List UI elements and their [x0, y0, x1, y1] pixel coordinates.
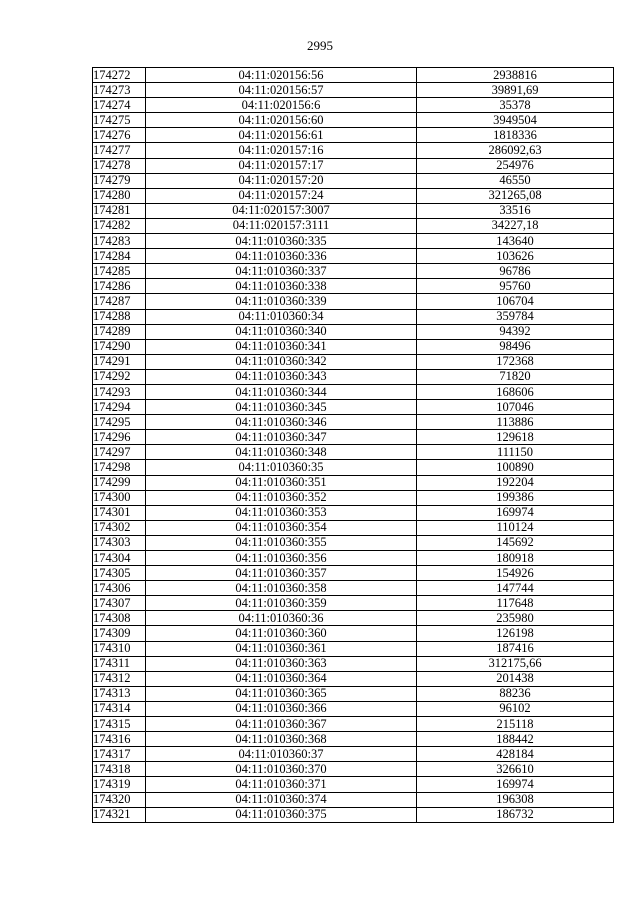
cadastral-value-cell: 107046 — [417, 400, 614, 415]
cadastral-number-cell: 04:11:010360:346 — [146, 415, 417, 430]
cadastral-number-cell: 04:11:010360:344 — [146, 384, 417, 399]
table-row — [93, 701, 614, 716]
table-row — [93, 762, 614, 777]
cadastral-number-cell: 04:11:010360:354 — [146, 520, 417, 535]
row-number-cell: 174294 — [93, 400, 146, 415]
cadastral-number-cell: 04:11:010360:347 — [146, 430, 417, 445]
cadastral-value-cell: 34227,18 — [417, 218, 614, 233]
cadastral-value-cell: 94392 — [417, 324, 614, 339]
cadastral-number-cell: 04:11:010360:348 — [146, 445, 417, 460]
table-row — [93, 505, 614, 520]
cadastral-number-cell: 04:11:010360:36 — [146, 611, 417, 626]
cadastral-value-cell: 1818336 — [417, 128, 614, 143]
cadastral-number-cell: 04:11:020156:57 — [146, 83, 417, 98]
row-number-cell: 174286 — [93, 279, 146, 294]
table-row — [93, 400, 614, 415]
table-row — [93, 430, 614, 445]
cadastral-number-cell: 04:11:010360:360 — [146, 626, 417, 641]
cadastral-value-cell: 145692 — [417, 535, 614, 550]
cadastral-value-cell: 186732 — [417, 807, 614, 822]
row-number-cell: 174296 — [93, 430, 146, 445]
cadastral-number-cell: 04:11:020157:16 — [146, 143, 417, 158]
table-row — [93, 717, 614, 732]
cadastral-value-cell: 143640 — [417, 234, 614, 249]
table-row — [93, 113, 614, 128]
row-number-cell: 174304 — [93, 551, 146, 566]
table-row — [93, 309, 614, 324]
cadastral-number-cell: 04:11:020156:6 — [146, 98, 417, 113]
row-number-cell: 174277 — [93, 143, 146, 158]
cadastral-number-cell: 04:11:010360:357 — [146, 566, 417, 581]
cadastral-number-cell: 04:11:010360:366 — [146, 701, 417, 716]
table-row — [93, 264, 614, 279]
row-number-cell: 174308 — [93, 611, 146, 626]
cadastral-number-cell: 04:11:010360:35 — [146, 460, 417, 475]
cadastral-value-cell: 199386 — [417, 490, 614, 505]
table-row — [93, 732, 614, 747]
cadastral-number-cell: 04:11:010360:342 — [146, 354, 417, 369]
cadastral-value-cell: 35378 — [417, 98, 614, 113]
cadastral-value-cell: 147744 — [417, 581, 614, 596]
table-row — [93, 686, 614, 701]
row-number-cell: 174321 — [93, 807, 146, 822]
table-row — [93, 460, 614, 475]
cadastral-value-cell: 172368 — [417, 354, 614, 369]
cadastral-number-cell: 04:11:020157:24 — [146, 188, 417, 203]
row-number-cell: 174288 — [93, 309, 146, 324]
table-row — [93, 777, 614, 792]
row-number-cell: 174287 — [93, 294, 146, 309]
cadastral-value-cell: 359784 — [417, 309, 614, 324]
cadastral-value-cell: 2938816 — [417, 68, 614, 83]
table-row — [93, 173, 614, 188]
cadastral-value-cell: 169974 — [417, 777, 614, 792]
row-number-cell: 174293 — [93, 384, 146, 399]
table-row — [93, 445, 614, 460]
table-row — [93, 354, 614, 369]
cadastral-number-cell: 04:11:020156:56 — [146, 68, 417, 83]
cadastral-value-cell: 3949504 — [417, 113, 614, 128]
row-number-cell: 174274 — [93, 98, 146, 113]
table-row — [93, 249, 614, 264]
table-row — [93, 83, 614, 98]
row-number-cell: 174289 — [93, 324, 146, 339]
cadastral-number-cell: 04:11:010360:361 — [146, 641, 417, 656]
cadastral-value-cell: 39891,69 — [417, 83, 614, 98]
row-number-cell: 174309 — [93, 626, 146, 641]
table-row — [93, 520, 614, 535]
table-row — [93, 747, 614, 762]
row-number-cell: 174278 — [93, 158, 146, 173]
table-row — [93, 490, 614, 505]
row-number-cell: 174272 — [93, 68, 146, 83]
row-number-cell: 174315 — [93, 717, 146, 732]
cadastral-value-table — [92, 67, 614, 823]
cadastral-value-cell: 180918 — [417, 551, 614, 566]
table-row — [93, 188, 614, 203]
cadastral-value-cell: 100890 — [417, 460, 614, 475]
table-row — [93, 566, 614, 581]
row-number-cell: 174290 — [93, 339, 146, 354]
table-row — [93, 671, 614, 686]
row-number-cell: 174314 — [93, 701, 146, 716]
row-number-cell: 174298 — [93, 460, 146, 475]
cadastral-number-cell: 04:11:010360:363 — [146, 656, 417, 671]
cadastral-number-cell: 04:11:010360:337 — [146, 264, 417, 279]
cadastral-number-cell: 04:11:020157:3111 — [146, 218, 417, 233]
cadastral-value-cell: 129618 — [417, 430, 614, 445]
cadastral-value-cell: 321265,08 — [417, 188, 614, 203]
cadastral-value-cell: 88236 — [417, 686, 614, 701]
cadastral-value-cell: 126198 — [417, 626, 614, 641]
cadastral-value-cell: 106704 — [417, 294, 614, 309]
cadastral-number-cell: 04:11:010360:368 — [146, 732, 417, 747]
row-number-cell: 174295 — [93, 415, 146, 430]
cadastral-value-cell: 169974 — [417, 505, 614, 520]
cadastral-value-cell: 96786 — [417, 264, 614, 279]
table-row — [93, 294, 614, 309]
table-row — [93, 369, 614, 384]
cadastral-value-cell: 117648 — [417, 596, 614, 611]
row-number-cell: 174317 — [93, 747, 146, 762]
cadastral-number-cell: 04:11:010360:375 — [146, 807, 417, 822]
cadastral-value-cell: 192204 — [417, 475, 614, 490]
row-number-cell: 174318 — [93, 762, 146, 777]
cadastral-number-cell: 04:11:020157:3007 — [146, 203, 417, 218]
row-number-cell: 174276 — [93, 128, 146, 143]
row-number-cell: 174312 — [93, 671, 146, 686]
cadastral-value-cell: 113886 — [417, 415, 614, 430]
row-number-cell: 174292 — [93, 369, 146, 384]
cadastral-value-cell: 98496 — [417, 339, 614, 354]
cadastral-number-cell: 04:11:010360:341 — [146, 339, 417, 354]
row-number-cell: 174273 — [93, 83, 146, 98]
cadastral-value-cell: 201438 — [417, 671, 614, 686]
table-row — [93, 128, 614, 143]
cadastral-number-cell: 04:11:010360:345 — [146, 400, 417, 415]
cadastral-number-cell: 04:11:010360:34 — [146, 309, 417, 324]
row-number-cell: 174284 — [93, 249, 146, 264]
table-row — [93, 68, 614, 83]
row-number-cell: 174320 — [93, 792, 146, 807]
row-number-cell: 174299 — [93, 475, 146, 490]
cadastral-value-cell: 111150 — [417, 445, 614, 460]
table-row — [93, 339, 614, 354]
cadastral-value-cell: 187416 — [417, 641, 614, 656]
table-row — [93, 551, 614, 566]
row-number-cell: 174285 — [93, 264, 146, 279]
row-number-cell: 174302 — [93, 520, 146, 535]
table-body — [93, 68, 614, 823]
table-row — [93, 218, 614, 233]
cadastral-number-cell: 04:11:010360:352 — [146, 490, 417, 505]
row-number-cell: 174303 — [93, 535, 146, 550]
table-row — [93, 415, 614, 430]
row-number-cell: 174281 — [93, 203, 146, 218]
table-row — [93, 324, 614, 339]
cadastral-value-cell: 96102 — [417, 701, 614, 716]
table-row — [93, 596, 614, 611]
cadastral-number-cell: 04:11:010360:374 — [146, 792, 417, 807]
table-row — [93, 279, 614, 294]
table-row — [93, 581, 614, 596]
cadastral-value-cell: 46550 — [417, 173, 614, 188]
cadastral-number-cell: 04:11:010360:358 — [146, 581, 417, 596]
cadastral-number-cell: 04:11:020157:20 — [146, 173, 417, 188]
cadastral-number-cell: 04:11:010360:351 — [146, 475, 417, 490]
table-row — [93, 384, 614, 399]
cadastral-number-cell: 04:11:010360:343 — [146, 369, 417, 384]
cadastral-number-cell: 04:11:010360:336 — [146, 249, 417, 264]
row-number-cell: 174311 — [93, 656, 146, 671]
cadastral-number-cell: 04:11:010360:340 — [146, 324, 417, 339]
row-number-cell: 174300 — [93, 490, 146, 505]
cadastral-value-cell: 110124 — [417, 520, 614, 535]
cadastral-value-cell: 33516 — [417, 203, 614, 218]
row-number-cell: 174283 — [93, 234, 146, 249]
table-row — [93, 626, 614, 641]
table-row — [93, 143, 614, 158]
cadastral-value-cell: 254976 — [417, 158, 614, 173]
cadastral-number-cell: 04:11:010360:359 — [146, 596, 417, 611]
row-number-cell: 174313 — [93, 686, 146, 701]
row-number-cell: 174307 — [93, 596, 146, 611]
cadastral-value-cell: 235980 — [417, 611, 614, 626]
table-row — [93, 203, 614, 218]
cadastral-value-cell: 215118 — [417, 717, 614, 732]
cadastral-number-cell: 04:11:010360:355 — [146, 535, 417, 550]
cadastral-value-cell: 196308 — [417, 792, 614, 807]
cadastral-value-cell: 326610 — [417, 762, 614, 777]
table-row — [93, 611, 614, 626]
cadastral-value-cell: 95760 — [417, 279, 614, 294]
table-row — [93, 475, 614, 490]
row-number-cell: 174297 — [93, 445, 146, 460]
cadastral-number-cell: 04:11:020156:60 — [146, 113, 417, 128]
cadastral-number-cell: 04:11:010360:365 — [146, 686, 417, 701]
cadastral-number-cell: 04:11:010360:353 — [146, 505, 417, 520]
page-number: 2995 — [307, 38, 333, 53]
table-row — [93, 641, 614, 656]
row-number-cell: 174306 — [93, 581, 146, 596]
row-number-cell: 174305 — [93, 566, 146, 581]
cadastral-value-cell: 168606 — [417, 384, 614, 399]
cadastral-value-cell: 71820 — [417, 369, 614, 384]
table-row — [93, 535, 614, 550]
cadastral-number-cell: 04:11:010360:367 — [146, 717, 417, 732]
cadastral-number-cell: 04:11:020157:17 — [146, 158, 417, 173]
row-number-cell: 174301 — [93, 505, 146, 520]
table-row — [93, 656, 614, 671]
cadastral-number-cell: 04:11:010360:37 — [146, 747, 417, 762]
cadastral-value-cell: 312175,66 — [417, 656, 614, 671]
cadastral-value-cell: 428184 — [417, 747, 614, 762]
cadastral-number-cell: 04:11:010360:370 — [146, 762, 417, 777]
cadastral-number-cell: 04:11:020156:61 — [146, 128, 417, 143]
table-row — [93, 98, 614, 113]
table-row — [93, 807, 614, 822]
cadastral-number-cell: 04:11:010360:364 — [146, 671, 417, 686]
row-number-cell: 174282 — [93, 218, 146, 233]
table-row — [93, 158, 614, 173]
cadastral-value-cell: 103626 — [417, 249, 614, 264]
table-row — [93, 792, 614, 807]
table-row — [93, 234, 614, 249]
cadastral-value-cell: 154926 — [417, 566, 614, 581]
row-number-cell: 174280 — [93, 188, 146, 203]
cadastral-number-cell: 04:11:010360:335 — [146, 234, 417, 249]
cadastral-number-cell: 04:11:010360:371 — [146, 777, 417, 792]
row-number-cell: 174316 — [93, 732, 146, 747]
row-number-cell: 174319 — [93, 777, 146, 792]
row-number-cell: 174291 — [93, 354, 146, 369]
row-number-cell: 174310 — [93, 641, 146, 656]
cadastral-number-cell: 04:11:010360:356 — [146, 551, 417, 566]
cadastral-number-cell: 04:11:010360:338 — [146, 279, 417, 294]
cadastral-value-cell: 188442 — [417, 732, 614, 747]
row-number-cell: 174279 — [93, 173, 146, 188]
cadastral-value-cell: 286092,63 — [417, 143, 614, 158]
row-number-cell: 174275 — [93, 113, 146, 128]
cadastral-number-cell: 04:11:010360:339 — [146, 294, 417, 309]
